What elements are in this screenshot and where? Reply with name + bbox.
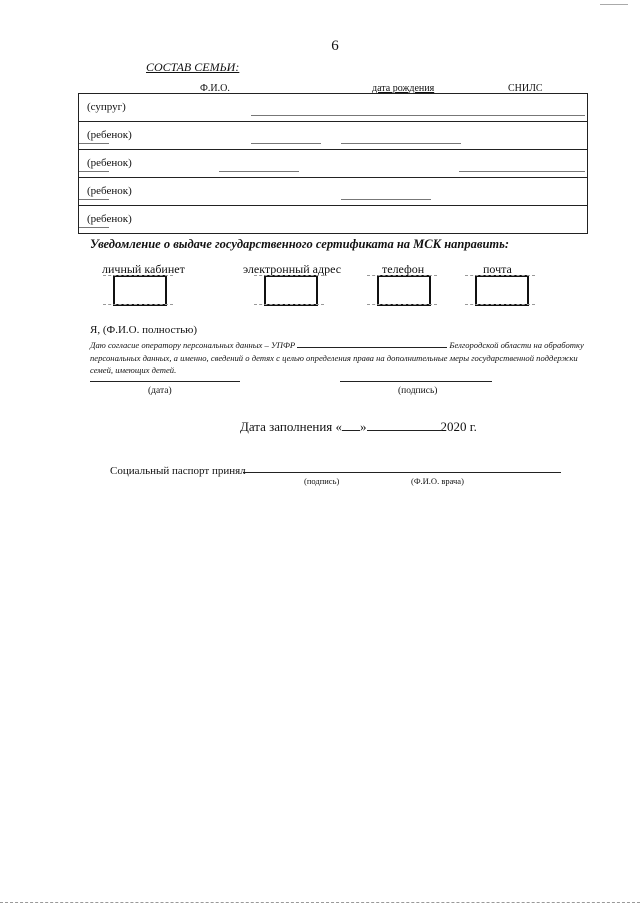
option-label-email: электронный адрес [243,262,342,276]
option-label-phone: телефон [382,262,425,276]
dashed-guide [367,275,437,276]
dashed-guide [465,304,535,305]
row-role: (ребенок) [87,185,132,197]
family-heading: СОСТАВ СЕМЬИ: [146,60,240,74]
notice-text: Уведомление о выдаче государственного сертификата на МСК направить: [90,237,510,251]
dashed-guide [103,304,173,305]
fio-line [251,115,475,116]
signature-caption: (подпись) [398,386,438,396]
row-role: (супруг) [87,101,126,113]
consent-part-2: Белгородской области на обработку персональных данных, а именно, сведений о детях с целью определения права на дополнительные меры государственной поддержки семей, имеющих детей. [90,340,584,375]
left-line [79,227,109,228]
family-row-child[interactable] [79,206,587,234]
passport-line[interactable] [243,472,561,473]
checkbox-phone[interactable] [377,275,431,306]
scan-edge [0,902,640,903]
column-fio: Ф.И.О. [200,83,230,94]
signature-line[interactable] [340,381,492,382]
family-row-child[interactable] [79,150,587,178]
dashed-guide [254,304,324,305]
date-line[interactable] [90,381,240,382]
dashed-guide [367,304,437,305]
fill-date-label: Дата заполнения « [240,419,343,434]
column-birth-date: дата рождения [372,83,435,94]
dob-line [341,143,461,144]
fill-date-close-quote: » [360,419,367,434]
option-label-personal-account: личный кабинет [102,262,185,276]
option-label-mail: почта [483,262,512,276]
consent-part-1: Даю согласие оператору персональных данных – УПФР [90,340,296,350]
operator-blank[interactable] [297,338,447,348]
row-role: (ребенок) [87,213,132,225]
checkbox-personal-account[interactable] [113,275,167,306]
fio-line [219,171,299,172]
day-blank[interactable] [342,418,360,431]
month-blank[interactable] [367,418,441,431]
checkbox-email[interactable] [264,275,318,306]
checkbox-mail[interactable] [475,275,529,306]
declaration-title: Я, (Ф.И.О. полностью) [90,324,198,336]
row-role: (ребенок) [87,157,132,169]
dashed-guide [103,275,173,276]
family-row-spouse[interactable] [79,94,587,122]
fio-line [251,143,321,144]
family-table [78,93,588,234]
column-snils: СНИЛС [508,83,543,94]
passport-signature-caption: (подпись) [304,476,340,486]
date-caption: (дата) [148,386,172,396]
left-line [79,143,109,144]
fill-date [240,418,477,435]
fill-date-year: 2020 г. [440,419,477,434]
dob-line [341,199,431,200]
snils-line [475,115,585,116]
left-line [79,171,109,172]
family-row-child[interactable] [79,178,587,206]
passport-label: Социальный паспорт принял [110,465,246,477]
row-role: (ребенок) [87,129,132,141]
page-number: 6 [331,38,339,54]
dashed-guide [465,275,535,276]
dashed-guide [254,275,324,276]
family-row-child[interactable] [79,122,587,150]
scan-mark [600,4,628,5]
left-line [79,199,109,200]
passport-doctor-caption: (Ф.И.О. врача) [411,476,464,486]
snils-line [459,171,585,172]
consent-text [90,338,586,377]
